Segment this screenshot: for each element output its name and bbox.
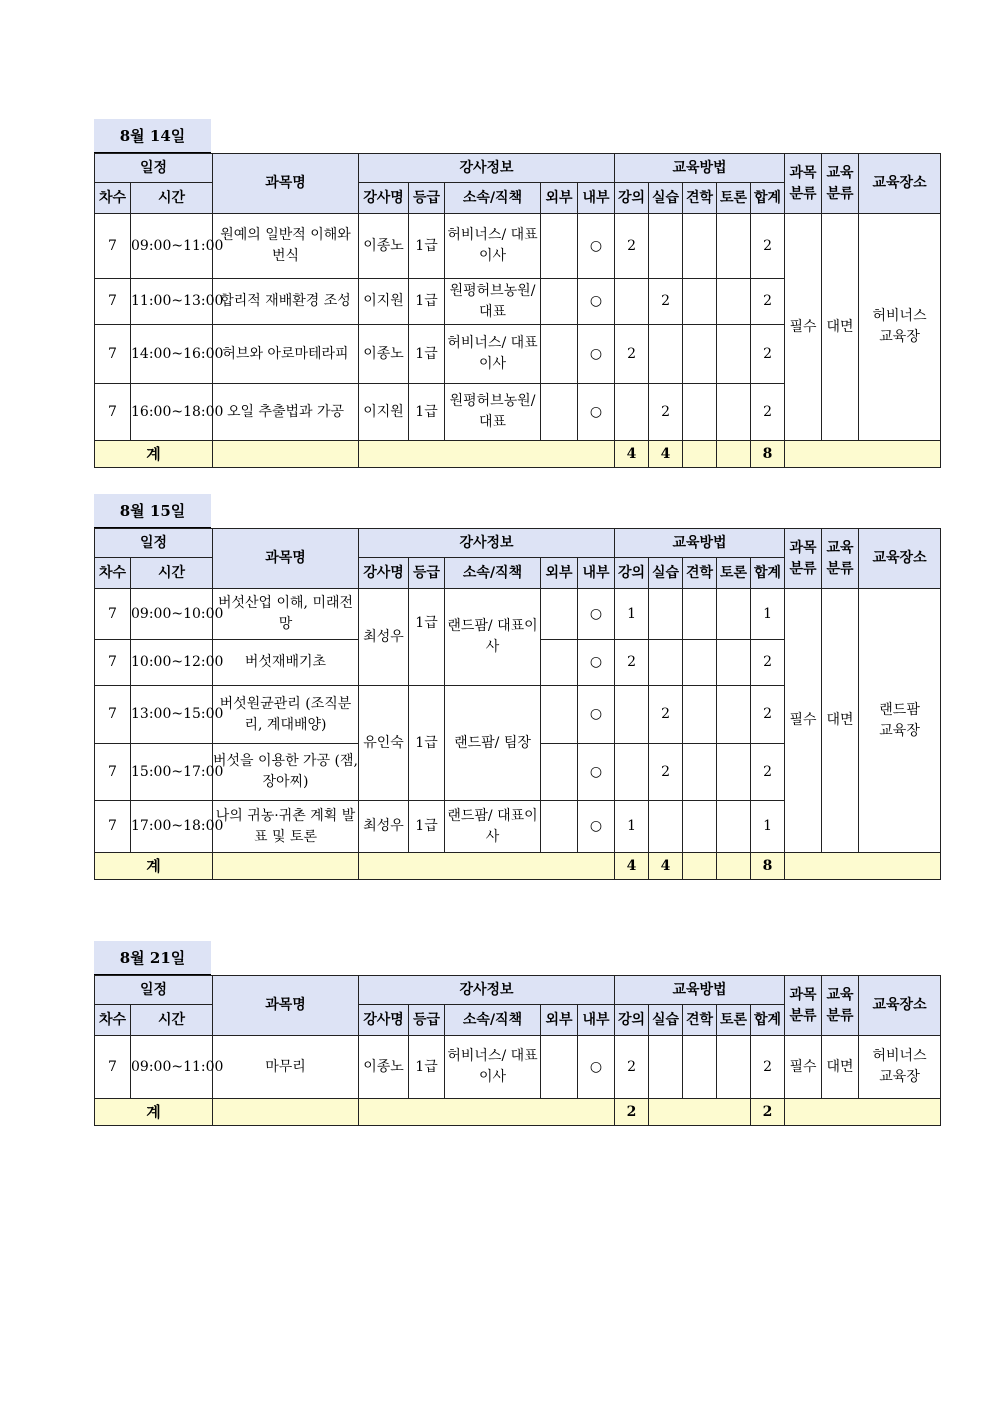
internal-cell: ○: [578, 325, 615, 384]
header-round: 차수: [95, 183, 131, 214]
table-row: [95, 214, 941, 279]
instructor-cell: 이종노: [359, 325, 409, 384]
time-cell: 16:00~18:00: [131, 384, 213, 441]
total-practice: 4: [649, 853, 683, 880]
header-schedule: 일정: [95, 529, 213, 558]
affiliation-cell: 랜드팜/ 대표이사: [445, 801, 541, 853]
header-grade: 등급: [409, 183, 445, 214]
grade-cell: 1급: [409, 384, 445, 441]
category-cell: 필수: [785, 589, 822, 853]
external-cell: [541, 325, 578, 384]
header-time: 시간: [131, 558, 213, 589]
time-cell: 17:00~18:00: [131, 801, 213, 853]
header-place: 교육장소: [859, 976, 941, 1036]
round-cell: 7: [95, 589, 131, 640]
round-cell: 7: [95, 214, 131, 279]
place-cell: 허비너스 교육장: [859, 214, 941, 441]
grade-cell: 1급: [409, 589, 445, 686]
total-sum: 2: [751, 1099, 785, 1126]
header-external: 외부: [541, 1005, 578, 1036]
external-cell: [541, 686, 578, 744]
sum-cell: 1: [751, 589, 785, 640]
header-affiliation: 소속/직책: [445, 1005, 541, 1036]
header-affiliation: 소속/직책: [445, 183, 541, 214]
time-cell: 10:00~12:00: [131, 640, 213, 686]
subject-cell: 버섯재배기초: [213, 640, 359, 686]
internal-cell: ○: [578, 384, 615, 441]
sum-cell: 2: [751, 1036, 785, 1099]
practice-cell: [649, 589, 683, 640]
header-lecture: 강의: [615, 183, 649, 214]
header-instructor-info: 강사정보: [359, 976, 615, 1005]
header-time: 시간: [131, 183, 213, 214]
header-discussion: 토론: [717, 558, 751, 589]
grade-cell: 1급: [409, 279, 445, 325]
header-method: 교육방법: [615, 529, 785, 558]
header-instructor-name: 강사명: [359, 183, 409, 214]
diagonal-cell: [359, 853, 615, 880]
header-instructor-info: 강사정보: [359, 529, 615, 558]
time-cell: 11:00~13:00: [131, 279, 213, 325]
internal-cell: ○: [578, 686, 615, 744]
subject-cell: 허브와 아로마테라피: [213, 325, 359, 384]
place-cell: 랜드팜 교육장: [859, 589, 941, 853]
instructor-cell: 최성우: [359, 801, 409, 853]
practice-cell: [649, 325, 683, 384]
diagonal-cell: [785, 1099, 941, 1126]
diagonal-cell: [649, 1099, 751, 1126]
header-edu-class: 교육 분류: [822, 529, 859, 589]
practice-cell: [649, 640, 683, 686]
grade-cell: 1급: [409, 214, 445, 279]
header-tour: 견학: [683, 558, 717, 589]
round-cell: 7: [95, 1036, 131, 1099]
discussion-cell: [717, 384, 751, 441]
header-subject-class: 과목 분류: [785, 976, 822, 1036]
tour-cell: [683, 686, 717, 744]
total-label: 계: [95, 1099, 213, 1126]
tour-cell: [683, 325, 717, 384]
external-cell: [541, 384, 578, 441]
mode-cell: 대면: [822, 589, 859, 853]
subject-cell: 버섯산업 이해, 미래전망: [213, 589, 359, 640]
discussion-cell: [717, 279, 751, 325]
header-sum: 합계: [751, 558, 785, 589]
header-round: 차수: [95, 558, 131, 589]
date-label: 8월 21일: [94, 941, 211, 975]
header-external: 외부: [541, 558, 578, 589]
round-cell: 7: [95, 801, 131, 853]
total-row: [95, 853, 941, 880]
subject-cell: 나의 귀농·귀촌 계획 발표 및 토론: [213, 801, 359, 853]
sum-cell: 2: [751, 384, 785, 441]
total-discussion: [717, 441, 751, 468]
affiliation-cell: 허비너스/ 대표이사: [445, 325, 541, 384]
category-cell: 필수: [785, 1036, 822, 1099]
lecture-cell: 2: [615, 325, 649, 384]
tour-cell: [683, 589, 717, 640]
diagonal-cell: [359, 441, 615, 468]
discussion-cell: [717, 640, 751, 686]
round-cell: 7: [95, 744, 131, 801]
sum-cell: 2: [751, 325, 785, 384]
header-practice: 실습: [649, 558, 683, 589]
external-cell: [541, 589, 578, 640]
header-subject: 과목명: [213, 529, 359, 589]
schedule-block-aug21: [94, 941, 940, 1126]
internal-cell: ○: [578, 214, 615, 279]
time-cell: 15:00~17:00: [131, 744, 213, 801]
discussion-cell: [717, 1036, 751, 1099]
external-cell: [541, 640, 578, 686]
header-discussion: 토론: [717, 183, 751, 214]
discussion-cell: [717, 801, 751, 853]
subject-cell: 버섯원균관리 (조직분리, 계대배양): [213, 686, 359, 744]
total-lecture: 4: [615, 853, 649, 880]
total-label: 계: [95, 853, 213, 880]
round-cell: 7: [95, 279, 131, 325]
round-cell: 7: [95, 384, 131, 441]
schedule-table: [94, 528, 941, 880]
internal-cell: ○: [578, 640, 615, 686]
schedule-block-aug15: [94, 494, 940, 880]
lecture-cell: 2: [615, 640, 649, 686]
tour-cell: [683, 744, 717, 801]
header-method: 교육방법: [615, 976, 785, 1005]
discussion-cell: [717, 325, 751, 384]
practice-cell: 2: [649, 279, 683, 325]
external-cell: [541, 744, 578, 801]
mode-cell: 대면: [822, 214, 859, 441]
header-instructor-name: 강사명: [359, 1005, 409, 1036]
header-practice: 실습: [649, 1005, 683, 1036]
instructor-cell: 이종노: [359, 1036, 409, 1099]
round-cell: 7: [95, 325, 131, 384]
header-schedule: 일정: [95, 976, 213, 1005]
header-round: 차수: [95, 1005, 131, 1036]
instructor-cell: 최성우: [359, 589, 409, 686]
tour-cell: [683, 640, 717, 686]
subject-cell: 원예의 일반적 이해와 번식: [213, 214, 359, 279]
header-time: 시간: [131, 1005, 213, 1036]
practice-cell: 2: [649, 686, 683, 744]
header-internal: 내부: [578, 183, 615, 214]
lecture-cell: 1: [615, 589, 649, 640]
instructor-cell: 이종노: [359, 214, 409, 279]
affiliation-cell: 원평허브농원/ 대표: [445, 279, 541, 325]
total-practice: 4: [649, 441, 683, 468]
total-lecture: 2: [615, 1099, 649, 1126]
discussion-cell: [717, 686, 751, 744]
header-method: 교육방법: [615, 154, 785, 183]
sum-cell: 1: [751, 801, 785, 853]
schedule-table: [94, 153, 941, 468]
practice-cell: [649, 214, 683, 279]
instructor-cell: 유인숙: [359, 686, 409, 801]
header-instructor-info: 강사정보: [359, 154, 615, 183]
header-discussion: 토론: [717, 1005, 751, 1036]
round-cell: 7: [95, 686, 131, 744]
subject-cell: 버섯을 이용한 가공 (잼, 장아찌): [213, 744, 359, 801]
header-subject-class: 과목 분류: [785, 529, 822, 589]
tour-cell: [683, 279, 717, 325]
total-label: 계: [95, 441, 213, 468]
total-sum: 8: [751, 441, 785, 468]
external-cell: [541, 801, 578, 853]
tour-cell: [683, 214, 717, 279]
total-row: [95, 441, 941, 468]
internal-cell: ○: [578, 1036, 615, 1099]
header-grade: 등급: [409, 558, 445, 589]
total-row: [95, 1099, 941, 1126]
diagonal-cell: [213, 1099, 359, 1126]
total-sum: 8: [751, 853, 785, 880]
header-internal: 내부: [578, 558, 615, 589]
time-cell: 09:00~11:00: [131, 1036, 213, 1099]
grade-cell: 1급: [409, 801, 445, 853]
grade-cell: 1급: [409, 686, 445, 801]
table-row: [95, 589, 941, 640]
tour-cell: [683, 801, 717, 853]
sum-cell: 2: [751, 640, 785, 686]
discussion-cell: [717, 214, 751, 279]
time-cell: 09:00~11:00: [131, 214, 213, 279]
practice-cell: 2: [649, 744, 683, 801]
schedule-table: [94, 975, 941, 1126]
date-label: 8월 14일: [94, 119, 211, 153]
internal-cell: ○: [578, 279, 615, 325]
affiliation-cell: 허비너스/ 대표이사: [445, 1036, 541, 1099]
affiliation-cell: 랜드팜/ 팀장: [445, 686, 541, 801]
total-tour: [683, 853, 717, 880]
sum-cell: 2: [751, 686, 785, 744]
header-place: 교육장소: [859, 529, 941, 589]
tour-cell: [683, 384, 717, 441]
header-subject: 과목명: [213, 154, 359, 214]
header-subject: 과목명: [213, 976, 359, 1036]
lecture-cell: [615, 384, 649, 441]
subject-cell: 합리적 재배환경 조성: [213, 279, 359, 325]
internal-cell: ○: [578, 801, 615, 853]
header-schedule: 일정: [95, 154, 213, 183]
internal-cell: ○: [578, 744, 615, 801]
lecture-cell: 2: [615, 1036, 649, 1099]
sum-cell: 2: [751, 279, 785, 325]
lecture-cell: 2: [615, 214, 649, 279]
instructor-cell: 이지원: [359, 384, 409, 441]
diagonal-cell: [785, 853, 941, 880]
lecture-cell: 1: [615, 801, 649, 853]
diagonal-cell: [213, 441, 359, 468]
header-sum: 합계: [751, 183, 785, 214]
instructor-cell: 이지원: [359, 279, 409, 325]
total-lecture: 4: [615, 441, 649, 468]
diagonal-cell: [213, 853, 359, 880]
discussion-cell: [717, 744, 751, 801]
header-lecture: 강의: [615, 558, 649, 589]
diagonal-cell: [785, 441, 941, 468]
practice-cell: 2: [649, 384, 683, 441]
grade-cell: 1급: [409, 325, 445, 384]
sum-cell: 2: [751, 214, 785, 279]
time-cell: 13:00~15:00: [131, 686, 213, 744]
time-cell: 14:00~16:00: [131, 325, 213, 384]
header-sum: 합계: [751, 1005, 785, 1036]
header-edu-class: 교육 분류: [822, 976, 859, 1036]
header-subject-class: 과목 분류: [785, 154, 822, 214]
header-external: 외부: [541, 183, 578, 214]
total-discussion: [717, 853, 751, 880]
sum-cell: 2: [751, 744, 785, 801]
mode-cell: 대면: [822, 1036, 859, 1099]
time-cell: 09:00~10:00: [131, 589, 213, 640]
round-cell: 7: [95, 640, 131, 686]
header-tour: 견학: [683, 1005, 717, 1036]
diagonal-cell: [359, 1099, 615, 1126]
subject-cell: 오일 추출법과 가공: [213, 384, 359, 441]
category-cell: 필수: [785, 214, 822, 441]
total-tour: [683, 441, 717, 468]
lecture-cell: [615, 686, 649, 744]
table-row: [95, 1036, 941, 1099]
affiliation-cell: 허비너스/ 대표이사: [445, 214, 541, 279]
header-lecture: 강의: [615, 1005, 649, 1036]
lecture-cell: [615, 279, 649, 325]
external-cell: [541, 1036, 578, 1099]
schedule-block-aug14: [94, 119, 940, 468]
header-grade: 등급: [409, 1005, 445, 1036]
affiliation-cell: 랜드팜/ 대표이사: [445, 589, 541, 686]
header-affiliation: 소속/직책: [445, 558, 541, 589]
internal-cell: ○: [578, 589, 615, 640]
affiliation-cell: 원평허브농원/ 대표: [445, 384, 541, 441]
date-label: 8월 15일: [94, 494, 211, 528]
place-cell: 허비너스 교육장: [859, 1036, 941, 1099]
header-instructor-name: 강사명: [359, 558, 409, 589]
practice-cell: [649, 801, 683, 853]
external-cell: [541, 279, 578, 325]
tour-cell: [683, 1036, 717, 1099]
header-place: 교육장소: [859, 154, 941, 214]
grade-cell: 1급: [409, 1036, 445, 1099]
practice-cell: [649, 1036, 683, 1099]
external-cell: [541, 214, 578, 279]
header-internal: 내부: [578, 1005, 615, 1036]
discussion-cell: [717, 589, 751, 640]
subject-cell: 마무리: [213, 1036, 359, 1099]
header-practice: 실습: [649, 183, 683, 214]
header-tour: 견학: [683, 183, 717, 214]
lecture-cell: [615, 744, 649, 801]
header-edu-class: 교육 분류: [822, 154, 859, 214]
